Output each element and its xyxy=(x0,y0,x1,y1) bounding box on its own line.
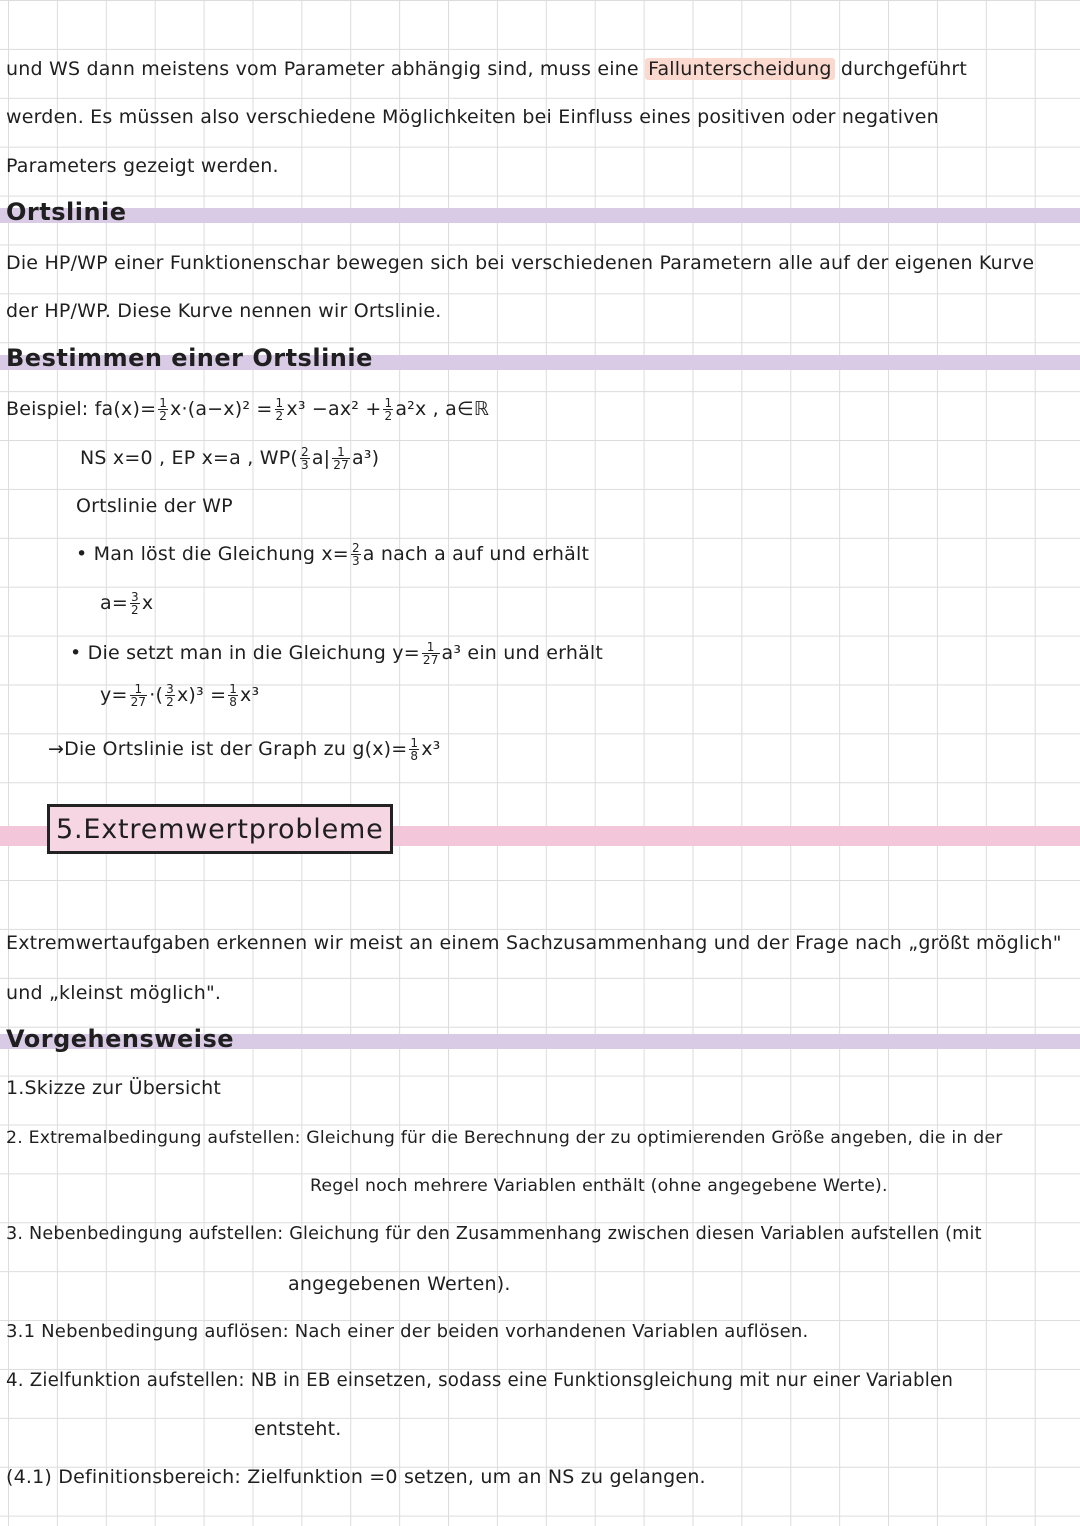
ns-ep-wp-line xyxy=(80,446,379,471)
fraction: $\frac{2}{3}$ xyxy=(351,541,360,568)
formula-part: fa(x)= xyxy=(94,398,157,420)
formula-part: • Die setzt man in die Gleichung y= xyxy=(70,642,420,664)
fraction: $\frac{2}{3}$ xyxy=(300,445,309,472)
step-extremalbedingung-cont: Regel noch mehrere Variablen enthält (ohne angegebene Werte). xyxy=(310,1176,888,1196)
formula-part: x·(a−x)² = xyxy=(170,398,273,420)
heading-vorgehensweise: Vorgehensweise xyxy=(6,1025,235,1053)
y-equation xyxy=(100,683,259,708)
fraction: $\frac{3}{2}$ xyxy=(166,682,174,709)
fraction: $\frac{1}{8}$ xyxy=(410,736,419,763)
heading-band xyxy=(0,208,1080,223)
intro-line-1 xyxy=(6,58,967,80)
extrem-paragraph-1: Extremwertaufgaben erkennen wir meist an einem Sachzusammenhang und der Frage nach „größt möglich" xyxy=(6,932,1062,954)
beispiel-line xyxy=(6,397,489,422)
heading-ortslinie: Ortslinie xyxy=(6,198,127,226)
chapter-title-box xyxy=(47,804,393,854)
formula-part: • Man löst die Gleichung x= xyxy=(76,543,349,565)
highlight-fallunterscheidung: Fallunterscheidung xyxy=(645,58,835,80)
step-definitionsbereich: (4.1) Definitionsbereich: Zielfunktion =0 setzen, um an NS zu gelangen. xyxy=(6,1466,706,1488)
intro-text: und WS dann meistens vom Parameter abhängig sind, muss eine xyxy=(6,58,646,80)
fraction: $\frac{1}{2}$ xyxy=(159,396,168,423)
chapter-title: 5.Extremwertprobleme xyxy=(56,813,384,845)
beispiel-label: Beispiel: xyxy=(6,398,89,420)
a-equation xyxy=(100,591,153,616)
formula-part: a| xyxy=(311,447,331,469)
heading-bestimmen-ortslinie: Bestimmen einer Ortslinie xyxy=(6,344,373,372)
step-extremalbedingung: 2. Extremalbedingung aufstellen: Gleichung für die Berechnung der zu optimierenden Größe angeben, die in der xyxy=(6,1128,1003,1148)
ortslinie-wp-label: Ortslinie der WP xyxy=(76,495,233,517)
ortslinie-paragraph-1: Die HP/WP einer Funktionenschar bewegen sich bei verschiedenen Parametern alle auf der eigenen Kurve xyxy=(6,252,1035,274)
formula-part: x³ xyxy=(421,738,441,760)
intro-line-3: Parameters gezeigt werden. xyxy=(6,155,279,177)
fraction: $\frac{1}{27}$ xyxy=(422,640,439,667)
fraction: $\frac{1}{27}$ xyxy=(130,682,147,709)
result-line xyxy=(48,737,440,762)
formula-part: a³ ein und erhält xyxy=(441,642,604,664)
formula-part: a²x , a∈ℝ xyxy=(395,398,489,420)
formula-part: →Die Ortslinie ist der Graph zu g(x)= xyxy=(48,738,408,760)
step-nebenbedingung: 3. Nebenbedingung aufstellen: Gleichung für den Zusammenhang zwischen diesen Variablen aufstellen (mit xyxy=(6,1224,982,1244)
formula-part: NS x=0 , EP x=a , WP( xyxy=(80,447,298,469)
formula-part: y= xyxy=(100,684,128,706)
fraction: $\frac{3}{2}$ xyxy=(130,590,139,617)
fraction: $\frac{1}{2}$ xyxy=(275,396,284,423)
formula-part: x³ −ax² + xyxy=(286,398,382,420)
step-nebenbedingung-cont: angegebenen Werten). xyxy=(288,1273,511,1295)
fraction: $\frac{1}{8}$ xyxy=(229,682,238,709)
fraction: $\frac{1}{2}$ xyxy=(384,396,393,423)
formula-part: a= xyxy=(100,592,128,614)
intro-text: durchgeführt xyxy=(834,58,968,80)
step-nebenbedingung-aufloesen: 3.1 Nebenbedingung auflösen: Nach einer der beiden vorhandenen Variablen auflösen. xyxy=(6,1321,809,1342)
intro-line-2: werden. Es müssen also verschiedene Möglichkeiten bei Einfluss eines positiven oder negativen xyxy=(6,106,939,128)
formula-part: a³) xyxy=(351,447,380,469)
extrem-paragraph-2: und „kleinst möglich". xyxy=(6,982,222,1004)
step-zielfunktion: 4. Zielfunktion aufstellen: NB in EB einsetzen, sodass eine Funktionsgleichung mit nur einer Variablen xyxy=(6,1370,954,1391)
formula-part: a nach a auf und erhält xyxy=(362,543,590,565)
step-1 xyxy=(76,542,589,567)
fraction: $\frac{1}{27}$ xyxy=(333,445,349,472)
formula-part: ·( xyxy=(149,684,164,706)
step-skizze: 1.Skizze zur Übersicht xyxy=(6,1077,221,1099)
step-2 xyxy=(70,641,603,666)
ortslinie-paragraph-2: der HP/WP. Diese Kurve nennen wir Ortslinie. xyxy=(6,300,442,322)
formula-part: x)³ = xyxy=(176,684,227,706)
formula-part: x³ xyxy=(240,684,260,706)
formula-part: x xyxy=(141,592,154,614)
step-zielfunktion-cont: entsteht. xyxy=(254,1418,342,1440)
